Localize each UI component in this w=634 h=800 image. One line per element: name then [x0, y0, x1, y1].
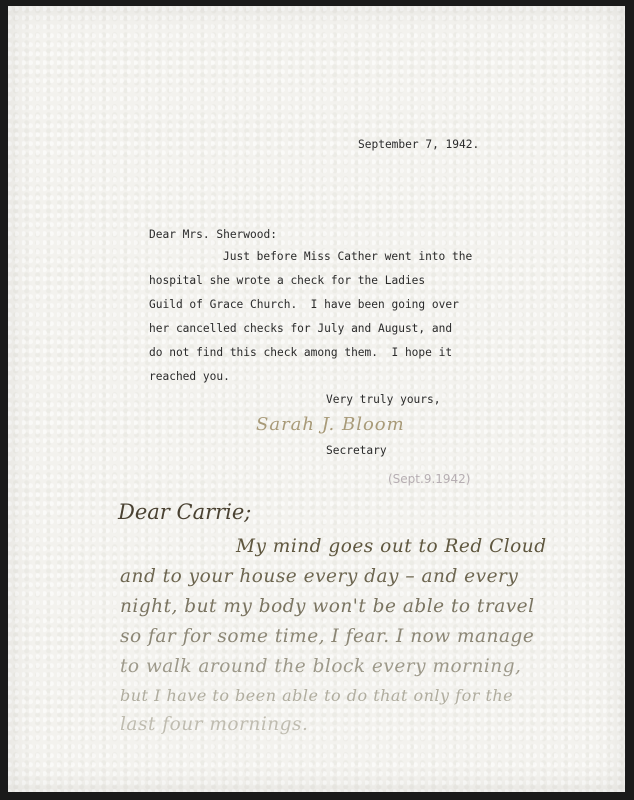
body-line: hospital she wrote a check for the Ladies [149, 274, 426, 287]
handwritten-line: but I have to been able to do that only for the [120, 686, 514, 705]
handwritten-line: and to your house every day – and every [120, 566, 519, 587]
handwritten-line: last four mornings. [120, 714, 309, 735]
letter-page [8, 6, 625, 792]
letter-closing: Very truly yours, [326, 393, 441, 406]
handwritten-line: My mind goes out to Red Cloud [236, 536, 547, 557]
body-line: reached you. [149, 370, 230, 383]
body-line: Guild of Grace Church. I have been going over [149, 298, 459, 311]
body-line: do not find this check among them. I hope it [149, 346, 453, 359]
letter-salutation: Dear Mrs. Sherwood: [149, 228, 277, 241]
body-line: Just before Miss Cather went into the [223, 250, 473, 263]
handwritten-line: so far for some time, I fear. I now manage [120, 626, 535, 647]
handwritten-salutation: Dear Carrie; [118, 500, 252, 524]
letter-date: September 7, 1942. [358, 138, 480, 151]
body-line: her cancelled checks for July and August, and [149, 322, 453, 335]
signature: Sarah J. Bloom [256, 414, 405, 435]
handwritten-line: to walk around the block every morning, [120, 656, 522, 677]
signer-title: Secretary [326, 444, 387, 457]
date-annotation: (Sept.9.1942) [388, 472, 471, 486]
handwritten-line: night, but my body won't be able to travel [120, 596, 535, 617]
